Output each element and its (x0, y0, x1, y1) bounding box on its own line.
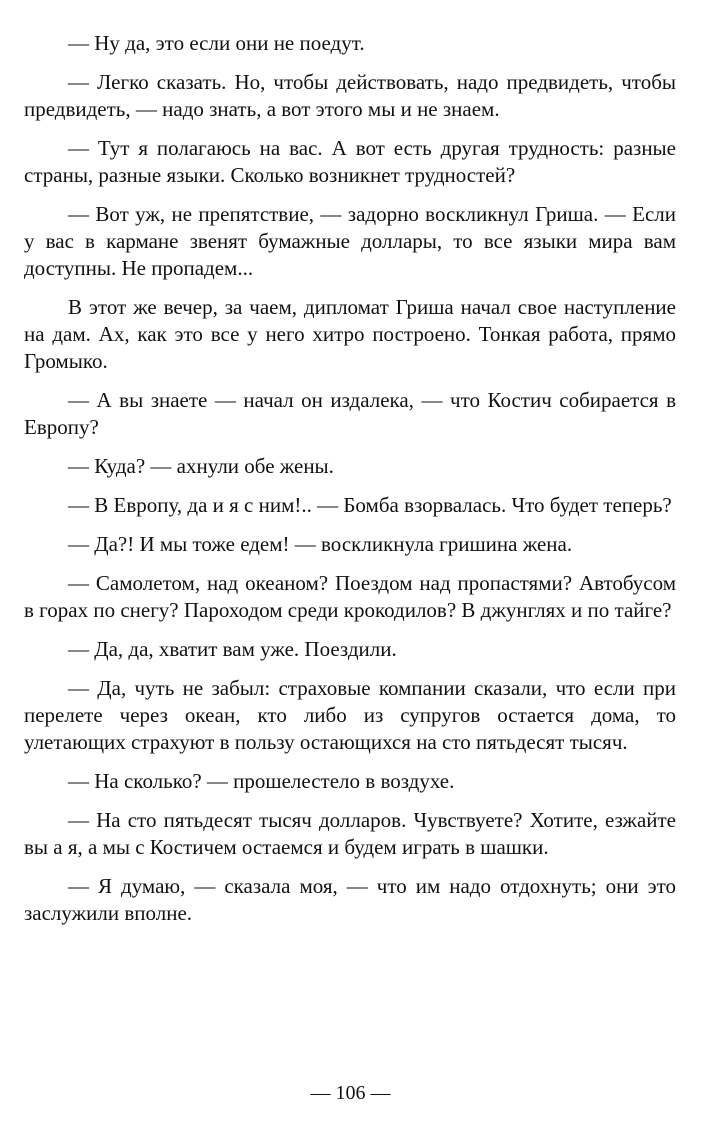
paragraph: — Тут я полагаюсь на вас. А вот есть другая трудность: разные страны, разные языки. Сколько возникнет трудностей? (24, 136, 676, 187)
paragraph: — На сто пятьдесят тысяч долларов. Чувствуете? Хотите, езжайте вы а я, а мы с Костичем остаемся и будем играть в шашки. (24, 808, 676, 859)
paragraph: — Да, чуть не забыл: страховые компании сказали, что если при перелете через океан, кто либо из супругов остается дома, то улетающих страхуют в пользу остающихся на сто пятьдесят тысяч. (24, 676, 676, 754)
paragraph: В этот же вечер, за чаем, дипломат Гриша начал свое наступление на дам. Ах, как это все у него хитро построено. Тонкая работа, прямо Громыко. (24, 295, 676, 373)
paragraph: — Вот уж, не препятствие, — задорно воскликнул Гриша. — Если у вас в кармане звенят бумажные доллары, то все языки мира вам доступны. Не пропадем... (24, 202, 676, 280)
paragraph: — Да, да, хватит вам уже. Поездили. (68, 637, 397, 661)
paragraph: — В Европу, да и я с ним!.. — Бомба взорвалась. Что будет теперь? (68, 493, 672, 517)
paragraph: — Легко сказать. Но, чтобы действовать, надо предвидеть, чтобы предвидеть, — надо знать, а вот этого мы и не знаем. (24, 70, 676, 121)
page-number: — 106 — (310, 1082, 391, 1104)
body-text (24, 30, 676, 939)
paragraph: — Самолетом, над океаном? Поездом над пропастями? Автобусом в горах по снегу? Пароходом среди крокодилов? В джунглях и по тайге? (24, 571, 676, 622)
paragraph: — Да?! И мы тоже едем! — воскликнула гришина жена. (68, 532, 573, 556)
paragraph: — Я думаю, — сказала моя, — что им надо отдохнуть; они это заслужили вполне. (24, 874, 676, 925)
paragraph: — Куда? — ахнули обе жены. (68, 454, 334, 478)
paragraph: — На сколько? — прошелестело в воздухе. (68, 769, 455, 793)
paragraph: — Ну да, это если они не поедут. (68, 31, 365, 55)
paragraph: — А вы знаете — начал он издалека, — что Костич собирается в Европу? (24, 388, 676, 439)
